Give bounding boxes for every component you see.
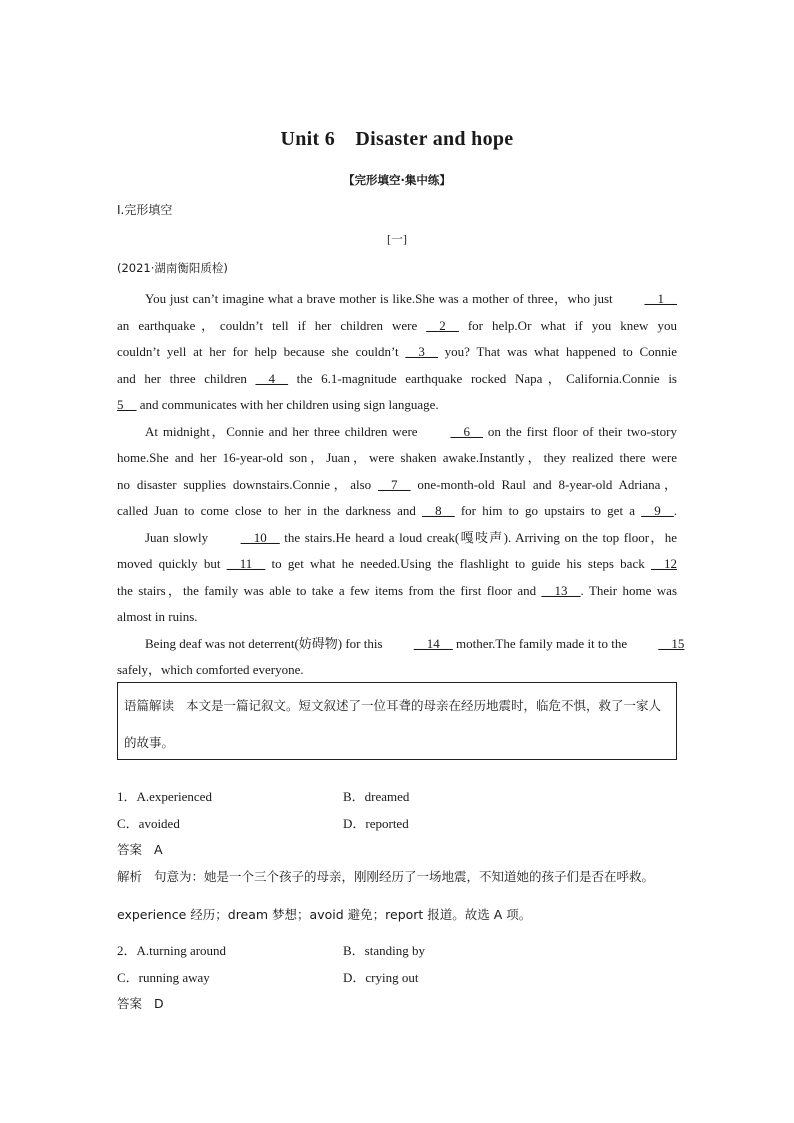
blank[interactable]: __1__ (644, 291, 677, 306)
question-option[interactable]: 1．A.experienced (117, 789, 212, 804)
passage-line: the stairs，the family was able to take a few items from the first floor and __13__. Their home was (117, 580, 677, 607)
question-option[interactable]: B．standing by (343, 943, 425, 958)
answer-line: 答案 D (117, 996, 164, 1011)
question-option[interactable]: C．running away (117, 970, 210, 985)
passage-line: an earthquake，couldn’t tell if her children were __2__ for help.Or what if you knew you (117, 315, 677, 342)
answer-value: D (153, 996, 164, 1011)
section-heading: Ⅰ.完形填空 (117, 203, 173, 217)
exercise-subtitle: 【完形填空·集中练】 (343, 173, 451, 187)
passage-line: moved quickly but __11__ to get what he needed.Using the flashlight to guide his steps back __12 (117, 553, 677, 580)
blank[interactable]: __8__ (422, 503, 455, 518)
page-title: Unit 6 Disaster and hope (280, 128, 514, 150)
summary-text: 本文是一篇记叙文。短文叙述了一位耳聋的母亲在经历地震时，临危不惧，救了一家人的故事。 (124, 698, 661, 750)
source-label: (2021·湖南衡阳质检) (117, 261, 228, 275)
blank[interactable]: __11__ (226, 556, 266, 571)
blank[interactable]: 5__ (117, 397, 137, 412)
blank[interactable]: __14__ (413, 635, 453, 651)
blank[interactable]: __15 (658, 635, 685, 651)
passage-line: You just can’t imagine what a brave mother is like.She was a mother of three，who just __1__ (117, 288, 677, 315)
passage-line: 5__ and communicates with her children using sign language. (117, 394, 677, 421)
summary-box (117, 682, 677, 760)
blank[interactable]: __7__ (378, 476, 411, 492)
passage-line: called Juan to come close to her in the darkness and __8__ for him to go upstairs to get a __9__. (117, 500, 677, 527)
cloze-passage (117, 288, 685, 686)
passage-line: no disaster supplies downstairs.Connie，also __7__ one-month-old Raul and 8-year-old Adriana， (117, 474, 677, 501)
question-option[interactable]: D．crying out (343, 970, 419, 985)
passage-line: home.She and her 16-year-old son，Juan，were shaken awake.Instantly，they realized there were (117, 450, 677, 465)
blank[interactable]: __12 (650, 556, 677, 571)
blank[interactable]: __6__ (450, 423, 483, 439)
blank[interactable]: __13__ (541, 582, 581, 598)
part-label: [一] (387, 232, 407, 246)
answer-line: 答案 A (117, 842, 163, 857)
passage-line: couldn’t yell at her for help because she couldn’t __3__ you? That was what happened to Connie (117, 341, 677, 368)
passage-line: safely，which comforted everyone. (117, 662, 304, 677)
passage-line: Being deaf was not deterrent(妨碍物) for this __14__ mother.The family made it to the __15 (117, 633, 677, 660)
blank[interactable]: __3__ (405, 344, 438, 359)
question-option[interactable]: D．reported (343, 816, 409, 831)
blank[interactable]: __10__ (240, 529, 280, 545)
question-option[interactable]: C．avoided (117, 816, 180, 831)
question-option[interactable]: B．dreamed (343, 789, 410, 804)
blank[interactable]: __9__ (641, 503, 674, 518)
question-option[interactable]: 2．A.turning around (117, 943, 227, 958)
passage-line: and her three children __4__ the 6.1-magnitude earthquake rocked Napa，California.Connie is (117, 368, 677, 395)
passage-line: almost in ruins. (117, 609, 198, 624)
blank[interactable]: __2__ (426, 317, 459, 333)
summary-label: 语篇解读 (124, 698, 175, 713)
passage-line: Juan slowly __10__ the stairs.He heard a loud creak(嘎吱声). Arriving on the top floor，he (117, 527, 677, 554)
explanation: 解析 句意为：她是一个三个孩子的母亲，刚刚经历了一场地震，不知道她的孩子们是否在呼救。experience 经历；dream 梦想；avoid 避免；report 报道。故选 A 项。 (117, 869, 654, 922)
passage-line: At midnight，Connie and her three children were __6__ on the first floor of their two-story (117, 421, 677, 448)
blank[interactable]: __4__ (255, 370, 289, 386)
answer-value: A (153, 842, 163, 857)
